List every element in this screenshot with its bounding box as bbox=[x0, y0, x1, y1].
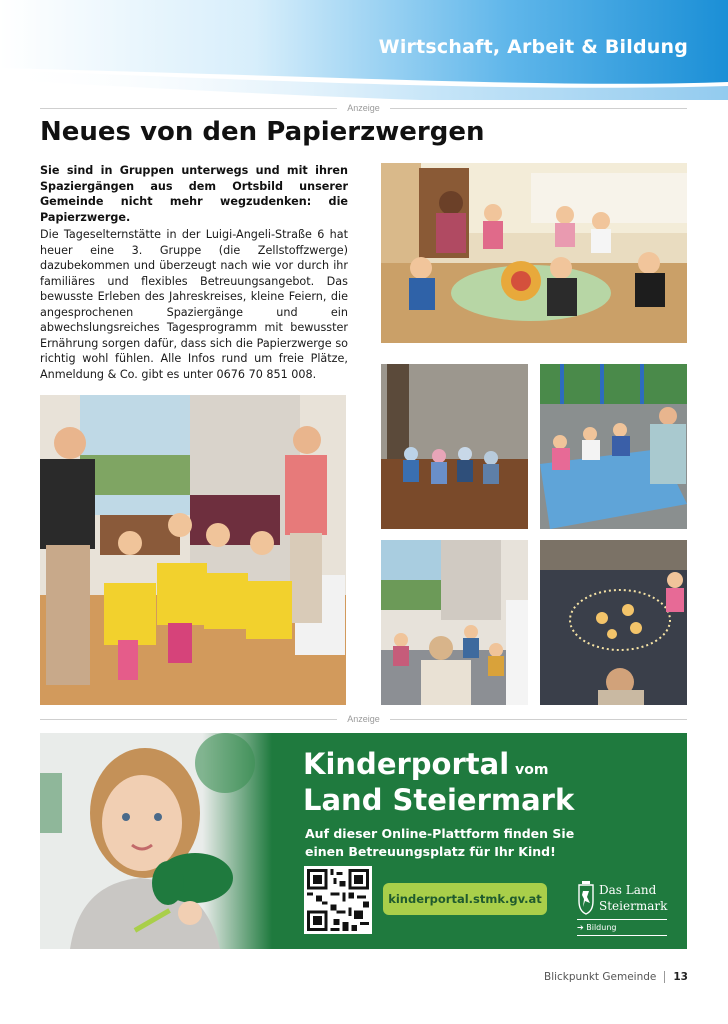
logo-text-steiermark: Steiermark bbox=[599, 899, 668, 913]
photo-lantern-circle bbox=[540, 540, 687, 705]
header-banner bbox=[0, 0, 728, 100]
qr-code-icon[interactable] bbox=[304, 866, 372, 934]
ad-url-button[interactable]: kinderportal.stmk.gv.at bbox=[383, 883, 547, 915]
logo-divider bbox=[577, 919, 667, 920]
ad-title-line1 bbox=[303, 747, 549, 781]
land-steiermark-logo bbox=[577, 881, 677, 937]
anzeige-divider-ad bbox=[40, 713, 687, 725]
logo-text-das-land: Das Land bbox=[599, 883, 657, 897]
kinderportal-advertisement[interactable] bbox=[40, 733, 687, 949]
photo-indoor-group bbox=[381, 540, 528, 705]
anzeige-label-ad: Anzeige bbox=[347, 714, 380, 724]
photo-picnic-blanket bbox=[540, 364, 687, 529]
ad-title-kinderportal: Kinderportal bbox=[303, 747, 510, 781]
article-body: Die Tageselternstätte in der Luigi-Angeli-Straße 6 hat heuer eine 3. Gruppe (die Zellstoffzwerge) dazubekommen und überzeugt nach wie vor durch ihr familiäres und flexibles Betreuungsangebot. Das bewusste Erleben des Jahreskreises, kleine Feiern, die angesprochenen Spaziergänge und ein abwechslungsreiches Tagesprogramm mit bewusster Ernährung sorgen dafür, dass sich die Papierzwerge so richtig wohl fühlen. Alle Infos rund um freie Plätze, Anmeldung & Co. gibt es unter 0676 70 851 008. bbox=[40, 228, 348, 381]
ad-title-line2: Land Steiermark bbox=[303, 783, 575, 817]
footer-publication: Blickpunkt Gemeinde bbox=[543, 971, 657, 983]
logo-divider-bottom bbox=[577, 935, 667, 936]
logo-tag-bildung: ➔ Bildung bbox=[577, 923, 617, 932]
anzeige-divider-top bbox=[40, 102, 687, 114]
article-lead: Sie sind in Gruppen unterwegs und mit ihren Spaziergängen aus dem Ortsbild unserer Gemeinde nicht mehr wegzudenken: die Papierzwerge. bbox=[40, 164, 348, 224]
ad-subtitle: Auf dieser Online-Plattform finden Sie einen Betreuungsplatz für Ihr Kind! bbox=[305, 826, 575, 859]
footer-separator bbox=[664, 971, 665, 983]
photo-playroom-circle bbox=[381, 163, 687, 343]
ad-photo-child-crafting bbox=[40, 733, 272, 949]
ad-title-vom: vom bbox=[515, 762, 549, 778]
photo-autumn-leaves bbox=[381, 364, 528, 529]
steiermark-crest-icon bbox=[577, 881, 595, 915]
photo-children-with-bags bbox=[40, 395, 346, 705]
article-headline: Neues von den Papierzwergen bbox=[40, 117, 485, 147]
anzeige-label: Anzeige bbox=[347, 103, 380, 113]
section-title: Wirtschaft, Arbeit & Bildung bbox=[378, 36, 688, 58]
page-footer bbox=[544, 971, 688, 983]
page-number: 13 bbox=[673, 971, 688, 983]
